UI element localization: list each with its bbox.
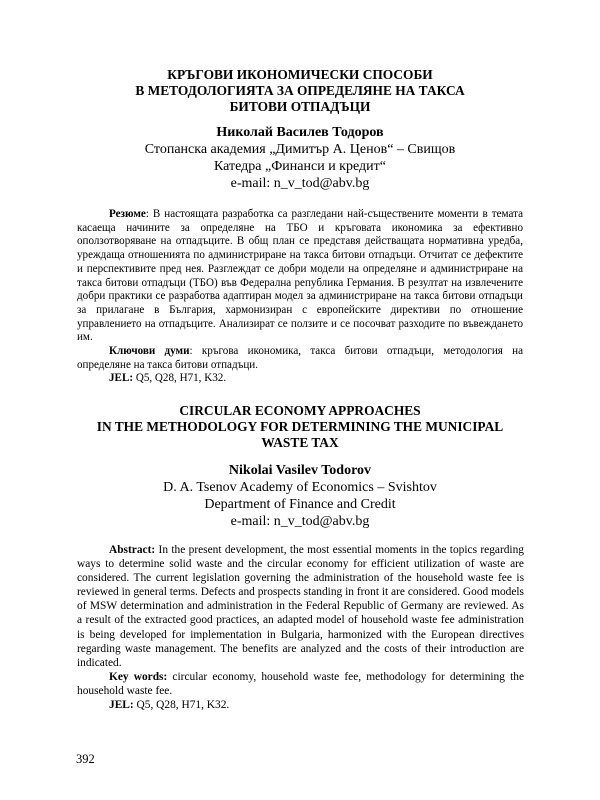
- abstract-bg-label: Резюме: [109, 208, 146, 220]
- title-en-line-2: IN THE METHODOLOGY FOR DETERMINING THE MUNICIPAL: [96, 419, 504, 434]
- title-en-line-3: WASTE TAX: [261, 435, 339, 450]
- keywords-en-text: circular economy, household waste fee, methodology for determining the household waste fee.: [77, 670, 524, 697]
- abstract-en-text: In the present development, the most essential moments in the topics regarding ways to determine solid waste and the circular economy for efficient utilization of waste are considered. The current legislation governing the administration of the household waste fee is reviewed in general terms. Defects and prospects standing in front it are considered. Good models of MSW determination and administration in the Federal Republic of Germany are reviewed. As a result of the extracted good practices, an adapted model of household waste fee administration is being developed for implementation in Bulgaria, harmonized with the European directives regarding waste management. The benefits are analyzed and the costs of their introduction are indicated.: [77, 544, 524, 669]
- jel-bg-paragraph: [77, 372, 523, 386]
- jel-en-paragraph: [77, 698, 524, 712]
- author-block-en: [60, 462, 540, 530]
- department-en: Department of Finance and Credit: [204, 497, 396, 512]
- jel-bg-text: Q5, Q28, H71, K32.: [133, 372, 227, 385]
- email-en: e-mail: n_v_tod@abv.bg: [230, 514, 370, 529]
- email-bg: e-mail: n_v_tod@abv.bg: [230, 176, 370, 191]
- keywords-en-paragraph: [77, 670, 524, 698]
- author-name-en: Nikolai Vasilev Todorov: [228, 463, 372, 478]
- abstract-en-paragraph: [77, 543, 524, 670]
- abstract-bg: [77, 208, 523, 386]
- abstract-en: [77, 543, 524, 712]
- affiliation-bg: Стопанска академия „Димитър А. Ценов“ – Свищов: [144, 142, 456, 157]
- page-number: 392: [76, 752, 95, 766]
- title-bg: [60, 67, 540, 115]
- abstract-bg-paragraph: [77, 208, 523, 345]
- author-name-bg: Николай Василев Тодоров: [216, 125, 384, 140]
- keywords-bg-label: Ключови думи: [109, 345, 190, 358]
- title-bg-line-1: КРЪГОВИ ИКОНОМИЧЕСКИ СПОСОБИ: [167, 67, 433, 82]
- keywords-en-label: Key words:: [109, 670, 168, 683]
- department-bg: Катедра „Финанси и кредит“: [214, 159, 386, 174]
- title-bg-line-2: В МЕТОДОЛОГИЯТА ЗА ОПРЕДЕЛЯНЕ НА ТАКСА: [135, 83, 465, 98]
- title-bg-line-3: БИТОВИ ОТПАДЪЦИ: [229, 99, 371, 114]
- jel-bg-label: JEL:: [109, 372, 134, 385]
- keywords-bg-text: : кръгова икономика, такса битови отпадъци, методология на определяне на такса битови отпадъци.: [77, 345, 524, 371]
- jel-en-label: JEL:: [109, 699, 134, 712]
- affiliation-en: D. A. Tsenov Academy of Economics – Svishtov: [163, 480, 437, 495]
- author-block-bg: [60, 124, 540, 192]
- abstract-bg-text: : В настоящата разработка са разгледани най-съществените моменти в темата касаеща начините за определяне на ТБО и кръговата икономика за ефективно оползотворяване на отпадъците. В общ план се представя действащата нормативна уредба, уреждаща отношенията по администриране на такса битови отпадъци. Отчитат се дефектите и перспективите пред нея. Разглеждат се добри модели на определяне и администриране на такса битови отпадъци (ТБО) във Федерална република Германия. В резултат на извлечените добри практики се разработва адаптиран модел за администриране на такса битови отпадъци за прилагане в България, хармонизиран с европейските директиви по отношение управлението на отпадъците. Анализират се ползите и се посочват разходите по въвеждането им.: [77, 208, 523, 344]
- abstract-en-label: Abstract:: [109, 544, 156, 556]
- jel-en-text: Q5, Q28, H71, K32.: [133, 699, 230, 712]
- title-en-line-1: CIRCULAR ECONOMY APPROACHES: [179, 403, 421, 418]
- title-en: [60, 403, 540, 451]
- keywords-bg-paragraph: [77, 345, 523, 372]
